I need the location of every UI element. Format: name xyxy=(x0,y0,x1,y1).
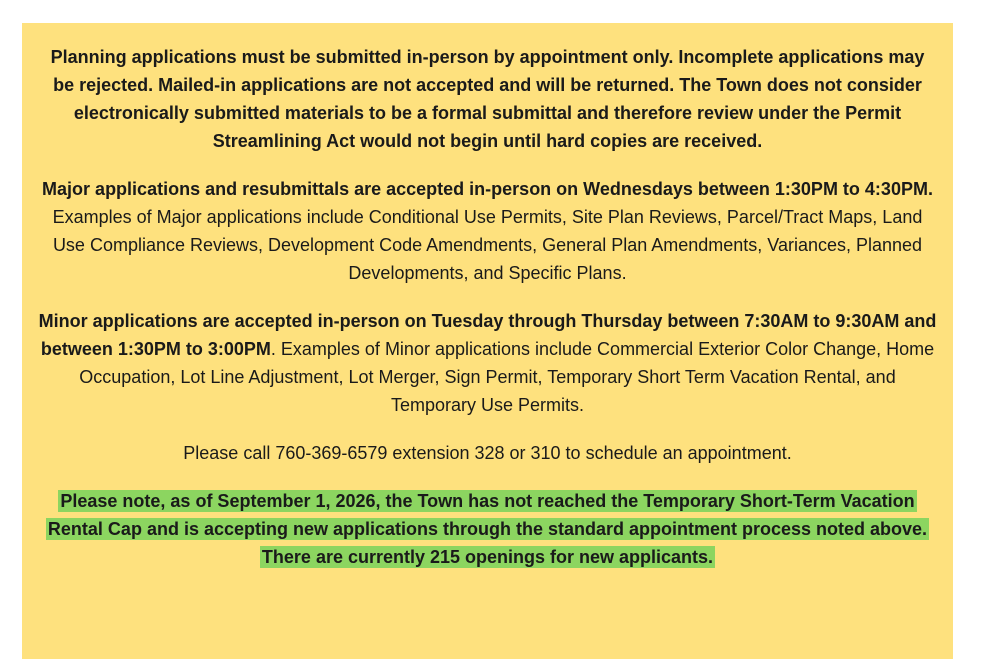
minor-applications-paragraph xyxy=(38,307,937,419)
contact-paragraph xyxy=(38,439,937,467)
major-applications-hours: Major applications and resubmittals are accepted in-person on Wednesdays between 1:30PM to 4:30PM. xyxy=(42,179,933,199)
submission-policy-text: Planning applications must be submitted in-person by appointment only. Incomplete applications may be rejected. Mailed-in applications are not accepted and will be returned. The Town does not consider electronically submitted materials to be a formal submittal and therefore review under the Permit Streamlining Act would not begin until hard copies are received. xyxy=(50,47,925,151)
minor-applications-examples: . Examples of Minor applications include Commercial Exterior Color Change, Home Occupation, Lot Line Adjustment, Lot Merger, Sign Permit, Temporary Short Term Vacation Rental, and Temporary Use Permits. xyxy=(79,339,935,415)
major-applications-paragraph xyxy=(38,175,937,287)
vacation-rental-notice-paragraph xyxy=(38,487,937,571)
major-applications-examples: Examples of Major applications include Conditional Use Permits, Site Plan Reviews, Parcel/Tract Maps, Land Use Compliance Reviews, Development Code Amendments, General Plan Amendments, Variances, Planned Developments, and Specific Plans. xyxy=(52,207,923,283)
minor-applications-hours: Minor applications are accepted in-person on Tuesday through Thursday between 7:30AM to 9:30AM and between 1:30PM to 3:00PM xyxy=(38,311,937,359)
notice-box xyxy=(22,23,953,659)
contact-text: Please call 760-369-6579 extension 328 or 310 to schedule an appointment. xyxy=(183,443,792,463)
submission-policy-paragraph xyxy=(38,43,937,155)
vacation-rental-notice-text: Please note, as of September 1, 2026, the Town has not reached the Temporary Short-Term Vacation Rental Cap and is accepting new applications through the standard appointment process noted above. There are currently 215 openings for new applicants. xyxy=(47,491,928,567)
